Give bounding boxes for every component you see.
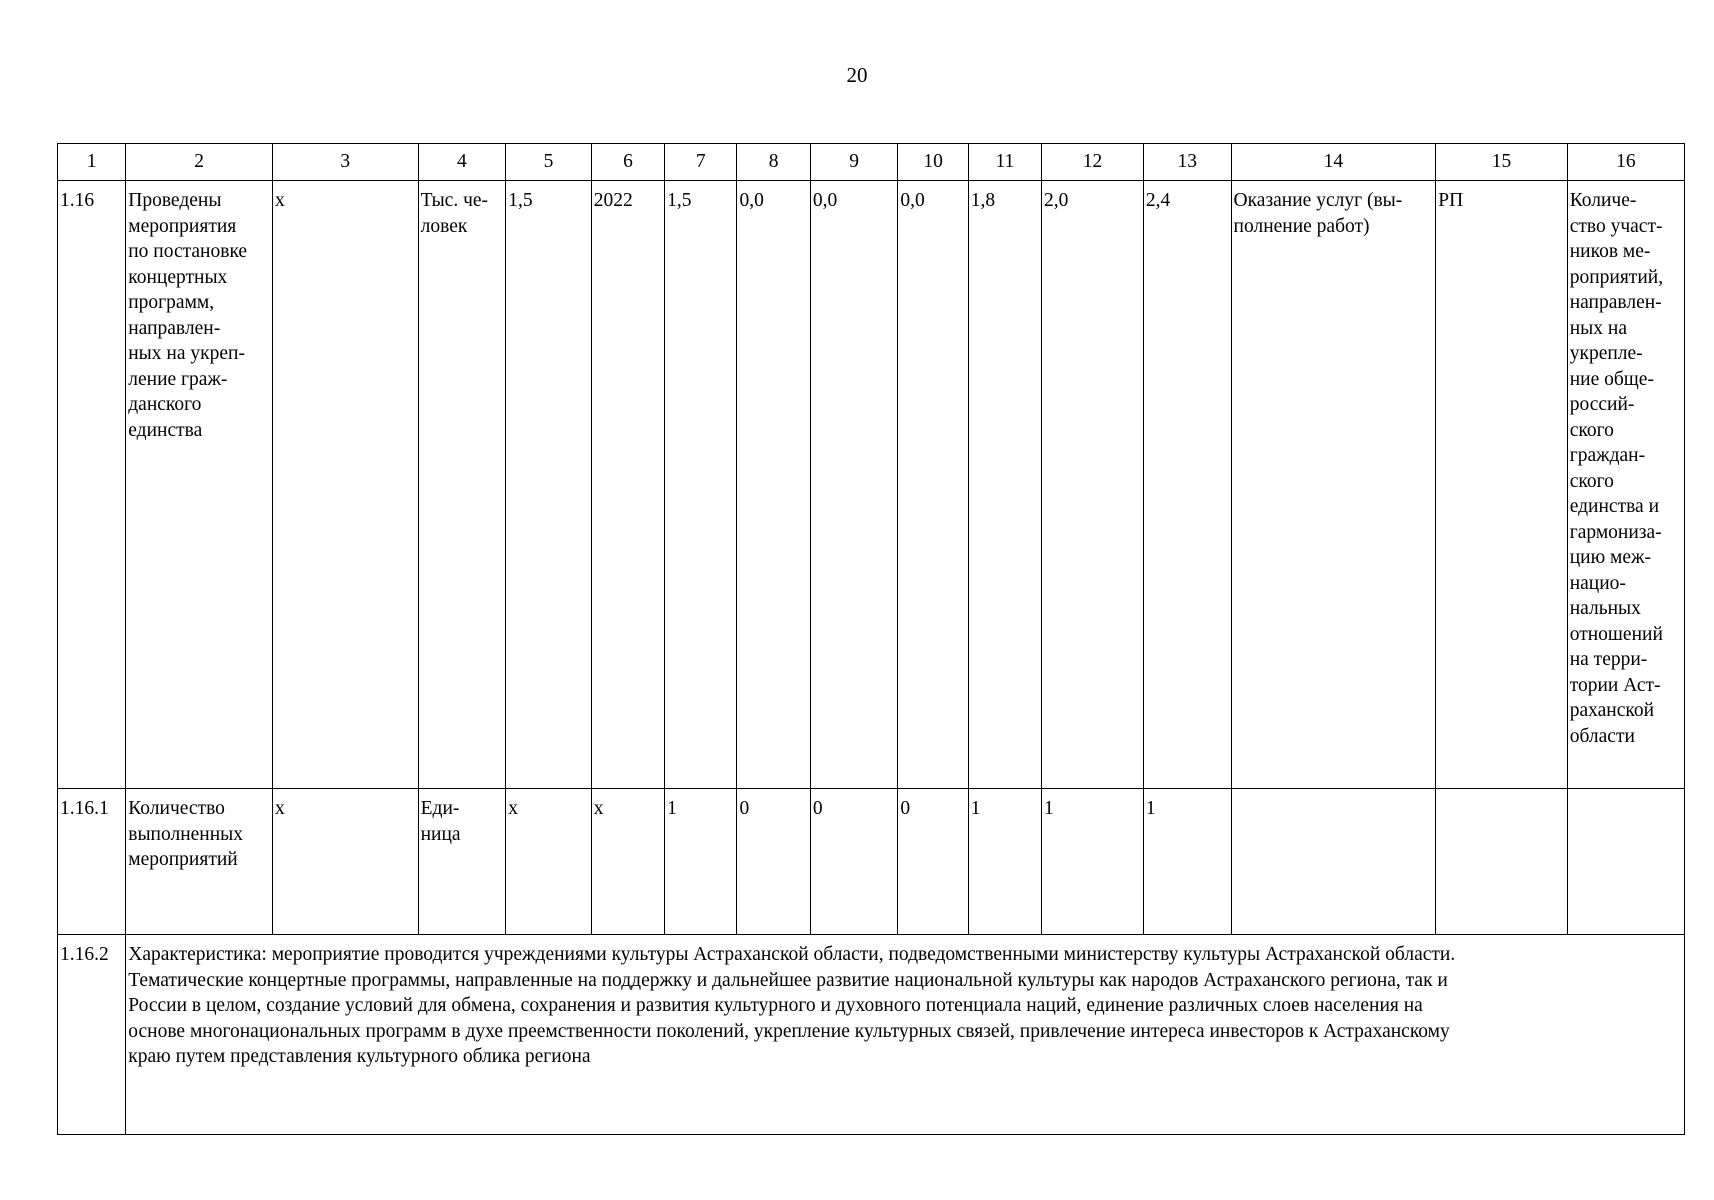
table-cell: Количе- ство участ- ников ме- роприятий, направлен- ных на укрепле- ние обще- россий- ского граждан- ского единства и гармониза- цию меж- нацио- нальных отношений на терри- тории Аст- раханской области: [1567, 181, 1684, 789]
column-header: 14: [1231, 144, 1436, 181]
table-cell: х: [272, 789, 418, 935]
data-table: [57, 143, 1685, 1135]
column-header: 7: [665, 144, 737, 181]
table-cell: 2,4: [1143, 181, 1231, 789]
table-cell: Еди- ница: [418, 789, 506, 935]
column-header: 2: [126, 144, 273, 181]
table-cell: [1231, 789, 1436, 935]
page-number: 20: [846, 63, 868, 87]
table-cell: [1567, 789, 1684, 935]
column-header: 1: [58, 144, 126, 181]
column-header: 10: [898, 144, 968, 181]
table-cell: 0: [810, 789, 898, 935]
table-cell: 2022: [591, 181, 664, 789]
column-header: 16: [1567, 144, 1684, 181]
column-header: 4: [418, 144, 506, 181]
description-number: 1.16.2: [58, 935, 126, 1135]
table-cell: 0,0: [810, 181, 898, 789]
table-row: [58, 181, 1685, 789]
table-cell: 0,0: [737, 181, 810, 789]
table-cell: х: [272, 181, 418, 789]
description-text: Характеристика: мероприятие проводится учреждениями культуры Астраханской области, подведомственными министерству культуры Астраханской области. Тематические концертные программы, направленные на поддержку и дальнейшее развитие национальной культуры как народов Астраханского региона, так и России в целом, создание условий для обмена, сохранения и развития культурного и духовного потенциала наций, единение различных слоев населения на основе многонациональных программ в духе преемственности поколений, укрепление культурных связей, привлечение интереса инвесторов к Астраханскому краю путем представления культурного облика региона: [126, 935, 1685, 1135]
table-cell: 1,5: [665, 181, 737, 789]
table-cell: 0: [737, 789, 810, 935]
table-cell: Проведены мероприятия по постановке концертных программ, направлен- ных на укреп- ление граж- данского единства: [126, 181, 273, 789]
column-header: 9: [810, 144, 898, 181]
table-cell: 1,5: [506, 181, 592, 789]
table-cell: 1.16.1: [58, 789, 126, 935]
column-header: 5: [506, 144, 592, 181]
column-header: 15: [1436, 144, 1567, 181]
table-cell: 2,0: [1042, 181, 1144, 789]
table-cell: 1: [1143, 789, 1231, 935]
table-cell: Оказание услуг (вы- полнение работ): [1231, 181, 1436, 789]
table-row: [58, 789, 1685, 935]
column-header: 13: [1143, 144, 1231, 181]
table-cell: Тыс. че- ловек: [418, 181, 506, 789]
table-cell: 1: [665, 789, 737, 935]
table-cell: 1: [968, 789, 1041, 935]
column-header: 3: [272, 144, 418, 181]
table-cell: 1,8: [968, 181, 1041, 789]
table-cell: 0: [898, 789, 968, 935]
table-cell: Количество выполненных мероприятий: [126, 789, 273, 935]
table-cell: [1436, 789, 1567, 935]
table-cell: 0,0: [898, 181, 968, 789]
table-cell: 1.16: [58, 181, 126, 789]
column-header: 8: [737, 144, 810, 181]
table-cell: х: [591, 789, 664, 935]
column-header: 6: [591, 144, 664, 181]
table-cell: 1: [1042, 789, 1144, 935]
header-row: [58, 144, 1685, 181]
table-cell: РП: [1436, 181, 1567, 789]
table-cell: х: [506, 789, 592, 935]
description-row: [58, 935, 1685, 1135]
column-header: 11: [968, 144, 1041, 181]
column-header: 12: [1042, 144, 1144, 181]
